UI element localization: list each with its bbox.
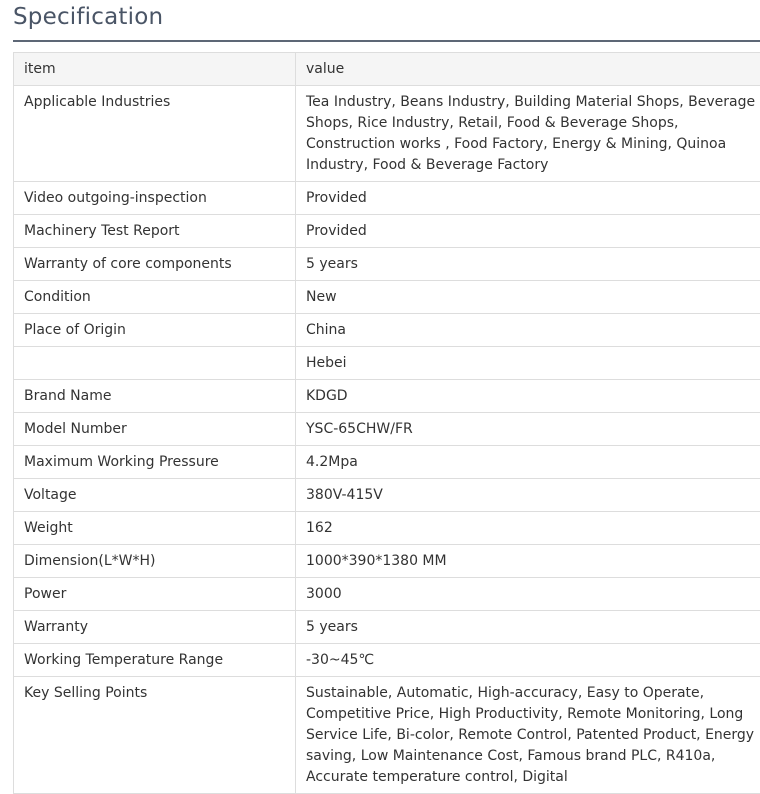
table-row [14,512,760,545]
table-row [14,479,760,512]
title-divider [13,40,760,42]
table-row [14,182,760,215]
row-item: Video outgoing-inspection [14,182,296,215]
row-value: Provided [296,215,760,248]
row-value: 4.2Mpa [296,446,760,479]
row-item: Machinery Test Report [14,215,296,248]
row-item: Applicable Industries [14,86,296,182]
table-row [14,380,760,413]
table-row [14,248,760,281]
table-row [14,413,760,446]
table-header-row [14,53,760,86]
row-value: 3000 [296,578,760,611]
row-value: Sustainable, Automatic, High-accuracy, Easy to Operate, Competitive Price, High Productivity, Remote Monitoring, Long Service Life, Bi-color, Remote Control, Patented Product, Energy saving, Low Maintenance Cost, Famous brand PLC, R410a, Accurate temperature control, Digital [296,677,760,794]
row-item: Warranty of core components [14,248,296,281]
row-item: Maximum Working Pressure [14,446,296,479]
table-row [14,446,760,479]
table-row [14,611,760,644]
table-row [14,215,760,248]
table-row [14,86,760,182]
row-item: Power [14,578,296,611]
table-row [14,677,760,794]
row-item: Brand Name [14,380,296,413]
row-value: China [296,314,760,347]
header-value: value [296,53,760,86]
row-item: Model Number [14,413,296,446]
row-item: Condition [14,281,296,314]
row-value: YSC-65CHW/FR [296,413,760,446]
page-title: Specification [13,2,163,32]
row-value: 5 years [296,611,760,644]
table-row [14,347,760,380]
row-value: Provided [296,182,760,215]
row-item: Working Temperature Range [14,644,296,677]
table-row [14,281,760,314]
row-item: Place of Origin [14,314,296,347]
row-value: 1000*390*1380 MM [296,545,760,578]
row-value: -30~45℃ [296,644,760,677]
row-value: KDGD [296,380,760,413]
row-item: Dimension(L*W*H) [14,545,296,578]
row-value: Hebei [296,347,760,380]
specification-table [13,52,760,794]
row-item [14,347,296,380]
row-value: Tea Industry, Beans Industry, Building Material Shops, Beverage Shops, Rice Industry, Retail, Food & Beverage Shops, Construction works , Food Factory, Energy & Mining, Quinoa Industry, Food & Beverage Factory [296,86,760,182]
table-row [14,545,760,578]
row-value: 5 years [296,248,760,281]
row-item: Weight [14,512,296,545]
table-row [14,578,760,611]
table-row [14,644,760,677]
header-item: item [14,53,296,86]
row-value: New [296,281,760,314]
row-item: Voltage [14,479,296,512]
row-value: 380V-415V [296,479,760,512]
table-row [14,314,760,347]
row-value: 162 [296,512,760,545]
row-item: Warranty [14,611,296,644]
row-item: Key Selling Points [14,677,296,794]
